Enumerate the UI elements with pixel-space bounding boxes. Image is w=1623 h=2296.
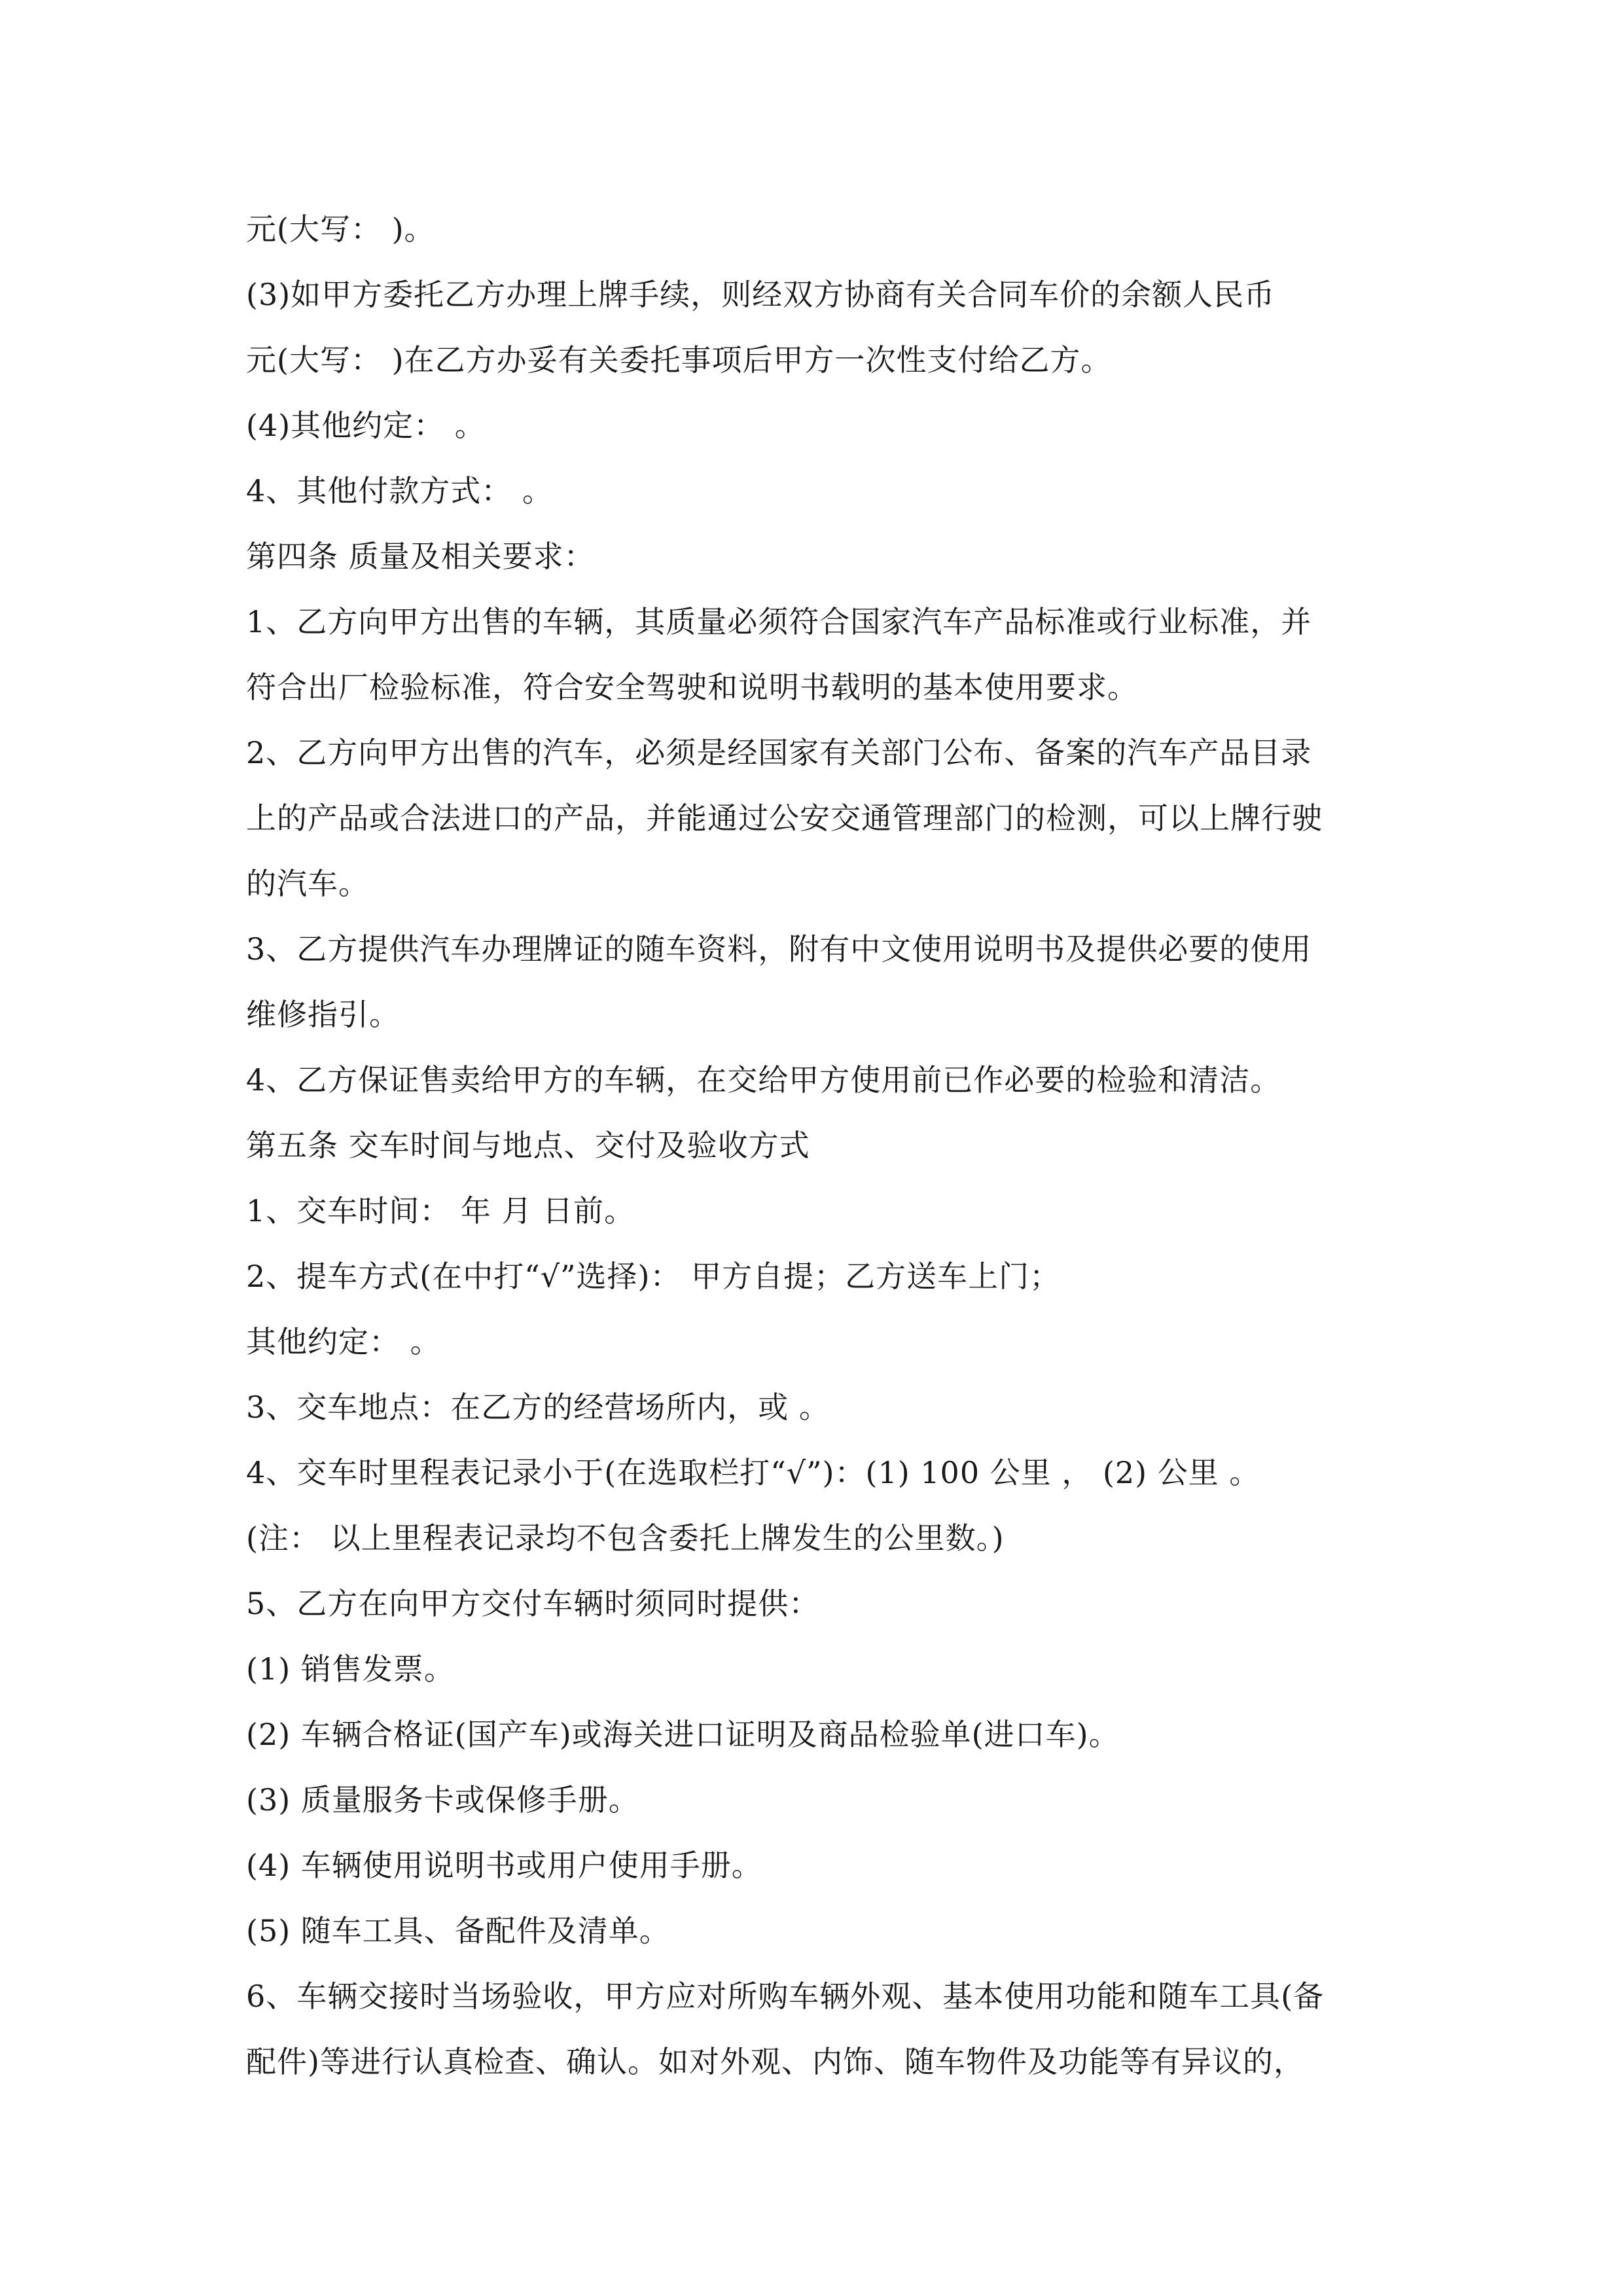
text-line: 4、其他付款方式： 。 <box>246 473 553 509</box>
text-line: 的汽车。 <box>246 866 369 901</box>
text-line: (4) 车辆使用说明书或用户使用手册。 <box>246 1848 762 1883</box>
text-line: (2) 车辆合格证(国产车)或海关进口证明及商品检验单(进口车)。 <box>246 1717 1120 1752</box>
text-line: 其他约定： 。 <box>246 1324 441 1359</box>
text-line: 1、交车时间： 年 月 日前。 <box>246 1193 635 1229</box>
text-line: 3、交车地点：在乙方的经营场所内，或 。 <box>246 1390 830 1425</box>
text-line: 符合出厂检验标准，符合安全驾驶和说明书载明的基本使用要求。 <box>246 670 1138 705</box>
text-line: (3) 质量服务卡或保修手册。 <box>246 1782 639 1818</box>
text-line: (注： 以上里程表记录均不包含委托上牌发生的公里数。) <box>246 1520 1005 1556</box>
text-line: (1) 销售发票。 <box>246 1651 455 1687</box>
text-line: 3、乙方提供汽车办理牌证的随车资料，附有中文使用说明书及提供必要的使用 <box>246 931 1312 967</box>
text-line: 4、交车时里程表记录小于(在选取栏打“√”)：(1) 100 公里 ， (2) 公里 。 <box>246 1455 1260 1490</box>
section-heading: 第五条 交车时间与地点、交付及验收方式 <box>246 1128 810 1163</box>
text-line: 上的产品或合法进口的产品，并能通过公安交通管理部门的检测，可以上牌行驶 <box>246 800 1323 836</box>
text-line: 配件)等进行认真检查、确认。如对外观、内饰、随车物件及功能等有异议的， <box>246 2044 1304 2079</box>
text-line: (3)如甲方委托乙方办理上牌手续，则经双方协商有关合同车价的余额人民币 <box>246 277 1275 312</box>
text-line: 维修指引。 <box>246 997 400 1032</box>
text-line: 2、乙方向甲方出售的汽车，必须是经国家有关部门公布、备案的汽车产品目录 <box>246 735 1312 770</box>
text-line: 1、乙方向甲方出售的车辆，其质量必须符合国家汽车产品标准或行业标准，并 <box>246 604 1312 639</box>
text-line: 4、乙方保证售卖给甲方的车辆，在交给甲方使用前已作必要的检验和清洁。 <box>246 1062 1281 1098</box>
text-line: (5) 随车工具、备配件及清单。 <box>246 1913 670 1948</box>
text-line: 5、乙方在向甲方交付车辆时须同时提供： <box>246 1586 820 1621</box>
section-heading: 第四条 质量及相关要求： <box>246 539 595 574</box>
document-body <box>246 196 1398 2094</box>
text-line: 6、车辆交接时当场验收，甲方应对所购车辆外观、基本使用功能和随车工具(备 <box>246 1979 1325 2014</box>
text-line: 2、提车方式(在中打“√”选择)： 甲方自提；乙方送车上门； <box>246 1259 1061 1294</box>
text-line: (4)其他约定： 。 <box>246 408 486 443</box>
text-line: 元(大写： )在乙方办妥有关委托事项后甲方一次性支付给乙方。 <box>246 342 1112 378</box>
text-line: 元(大写： )。 <box>246 211 435 247</box>
